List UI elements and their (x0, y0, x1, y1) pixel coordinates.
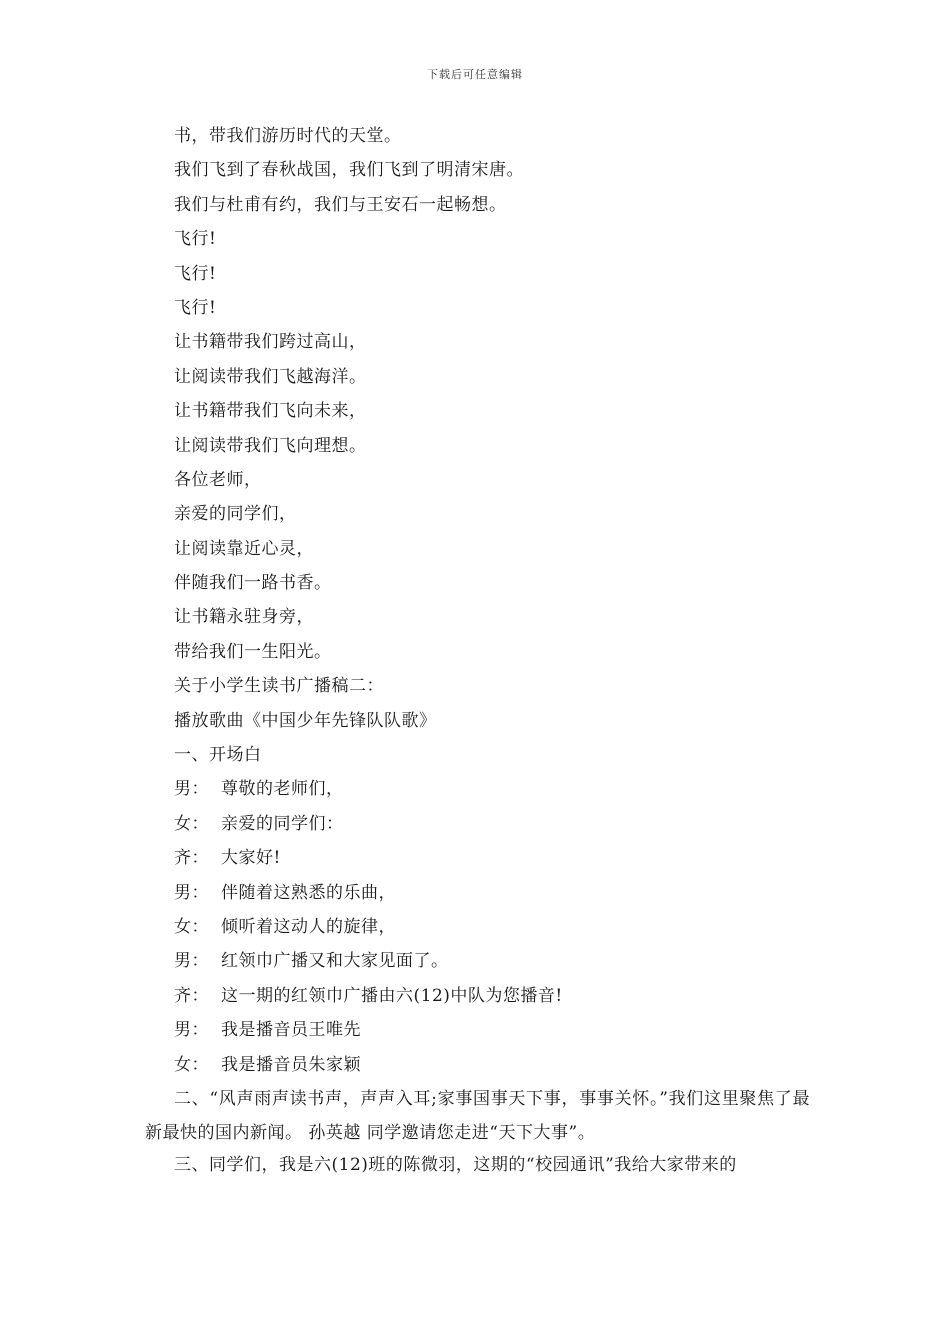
speaker-label: 齐： (174, 848, 209, 869)
text-line: 让书籍永驻身旁， (174, 607, 314, 628)
dialogue-text: 倾听着这动人的旋律， (221, 916, 396, 937)
dialogue-text: 我是播音员朱家颖 (221, 1054, 361, 1075)
dialogue-line (145, 982, 810, 1016)
text-line: 书，带我们游历时代的天堂。 (174, 126, 402, 146)
speaker-label: 女： (174, 1054, 209, 1075)
text-line: 亲爱的同学们， (174, 504, 297, 525)
text-line: 各位老师， (174, 469, 262, 490)
text-line: 伴随我们一路书香。 (174, 573, 332, 594)
dialogue-text: 大家好! (221, 848, 281, 869)
document-body (145, 122, 810, 1182)
section-title: 关于小学生读书广播稿二： (174, 676, 384, 697)
text-line: 让阅读带我们飞向理想。 (174, 435, 367, 456)
dialogue-text: 我是播音员王唯先 (221, 1020, 361, 1041)
speaker-label: 男： (174, 951, 209, 972)
dialogue-line (145, 1051, 810, 1085)
dialogue-line (145, 844, 810, 878)
dialogue-line (145, 775, 810, 809)
page-header: 下载后可任意编辑 (427, 68, 523, 81)
dialogue-line (145, 879, 810, 913)
speaker-label: 女： (174, 916, 209, 937)
text-line: 让阅读靠近心灵， (174, 538, 314, 559)
dialogue-text: 尊敬的老师们， (221, 779, 344, 800)
speaker-label: 女： (174, 813, 209, 834)
text-line: 我们与杜甫有约，我们与王安石一起畅想。 (174, 194, 507, 215)
text-line: 飞行! (174, 263, 217, 284)
dialogue-line (145, 1016, 810, 1050)
section-heading: 一、开场白 (174, 745, 262, 766)
text-line: 让阅读带我们飞越海洋。 (174, 366, 367, 387)
text-line: 飞行! (174, 297, 217, 318)
dialogue-text: 红领巾广播又和大家见面了。 (221, 951, 449, 972)
speaker-label: 男： (174, 779, 209, 800)
paragraph: 三、同学们，我是六(12)班的陈微羽，这期的“校园通讯”我给大家带来的 (174, 1154, 737, 1175)
text-line: 让书籍带我们飞向未来， (174, 401, 367, 422)
speaker-label: 齐： (174, 985, 209, 1006)
text-line: 让书籍带我们跨过高山， (174, 332, 367, 353)
dialogue-text: 伴随着这熟悉的乐曲， (221, 882, 396, 903)
speaker-label: 男： (174, 1020, 209, 1041)
dialogue-line (145, 913, 810, 947)
dialogue-line (145, 810, 810, 844)
text-line: 飞行! (174, 229, 217, 250)
text-line: 我们飞到了春秋战国，我们飞到了明清宋唐。 (174, 160, 524, 181)
speaker-label: 男： (174, 882, 209, 903)
dialogue-text: 这一期的红领巾广播由六(12)中队为您播音! (221, 985, 563, 1006)
paragraph: 二、“风声雨声读书声，声声入耳;家事国事天下事，事事关怀。”我们这里聚焦了最新最快的国内新闻。 孙英越 同学邀请您走进“天下大事”。 (145, 1088, 810, 1144)
dialogue-text: 亲爱的同学们： (221, 813, 344, 834)
text-line: 播放歌曲《中国少年先锋队队歌》 (174, 710, 437, 731)
text-line: 带给我们一生阳光。 (174, 641, 332, 662)
dialogue-line (145, 947, 810, 981)
